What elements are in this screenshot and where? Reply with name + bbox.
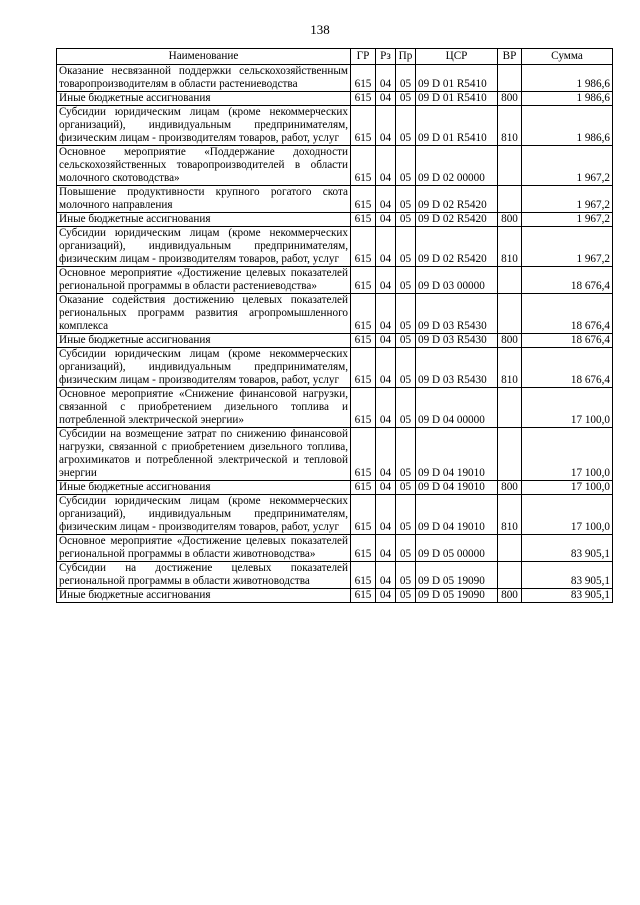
row-gr-cell: 615 xyxy=(351,481,376,495)
row-csr-cell: 09 D 05 19090 xyxy=(416,589,498,603)
row-csr-cell: 09 D 04 19010 xyxy=(416,428,498,481)
row-csr-cell: 09 D 03 R5430 xyxy=(416,294,498,334)
row-sum-cell: 1 986,6 xyxy=(522,65,613,92)
row-vr-cell: 800 xyxy=(498,334,522,348)
row-csr-cell: 09 D 03 R5430 xyxy=(416,334,498,348)
row-csr-cell: 09 D 02 R5420 xyxy=(416,213,498,227)
row-vr-cell: 810 xyxy=(498,106,522,146)
table-row xyxy=(57,294,613,334)
row-sum-cell: 1 967,2 xyxy=(522,186,613,213)
row-rz-cell: 04 xyxy=(376,267,396,294)
row-pr-cell: 05 xyxy=(396,294,416,334)
row-vr-cell xyxy=(498,428,522,481)
row-gr-cell: 615 xyxy=(351,65,376,92)
table-body xyxy=(57,65,613,603)
row-vr-cell xyxy=(498,267,522,294)
row-sum-cell: 18 676,4 xyxy=(522,294,613,334)
table-row xyxy=(57,589,613,603)
row-csr-cell: 09 D 04 19010 xyxy=(416,481,498,495)
row-rz-cell: 04 xyxy=(376,495,396,535)
row-rz-cell: 04 xyxy=(376,589,396,603)
row-gr-cell: 615 xyxy=(351,589,376,603)
row-vr-cell: 810 xyxy=(498,495,522,535)
row-gr-cell: 615 xyxy=(351,562,376,589)
row-csr-cell: 09 D 05 19090 xyxy=(416,562,498,589)
row-name-cell: Субсидии на достижение целевых показателей региональной программы в области животноводства xyxy=(57,562,351,589)
row-rz-cell: 04 xyxy=(376,186,396,213)
row-pr-cell: 05 xyxy=(396,213,416,227)
table-row xyxy=(57,428,613,481)
row-rz-cell: 04 xyxy=(376,481,396,495)
row-csr-cell: 09 D 01 R5410 xyxy=(416,106,498,146)
row-rz-cell: 04 xyxy=(376,213,396,227)
row-sum-cell: 1 967,2 xyxy=(522,227,613,267)
table-row xyxy=(57,495,613,535)
row-name-cell: Субсидии юридическим лицам (кроме некоммерческих организаций), индивидуальным предпринимателям, физическим лицам - производителям товаров, работ, услуг xyxy=(57,348,351,388)
row-csr-cell: 09 D 05 00000 xyxy=(416,535,498,562)
row-name-cell: Иные бюджетные ассигнования xyxy=(57,92,351,106)
row-gr-cell: 615 xyxy=(351,92,376,106)
row-pr-cell: 05 xyxy=(396,562,416,589)
table-row xyxy=(57,186,613,213)
row-gr-cell: 615 xyxy=(351,227,376,267)
table-row xyxy=(57,348,613,388)
table-row xyxy=(57,334,613,348)
row-pr-cell: 05 xyxy=(396,428,416,481)
row-sum-cell: 83 905,1 xyxy=(522,535,613,562)
row-name-cell: Субсидии на возмещение затрат по снижению финансовой нагрузки, связанной с приобретением дизельного топлива, агрохимикатов и потребленной электрической и тепловой энергии xyxy=(57,428,351,481)
row-name-cell: Иные бюджетные ассигнования xyxy=(57,589,351,603)
row-name-cell: Оказание несвязанной поддержки сельскохозяйственным товаропроизводителям в области растениеводства xyxy=(57,65,351,92)
row-vr-cell xyxy=(498,294,522,334)
table-row xyxy=(57,562,613,589)
row-gr-cell: 615 xyxy=(351,348,376,388)
header-name: Наименование xyxy=(57,49,351,65)
row-name-cell: Основное мероприятие «Достижение целевых показателей региональной программы в области растениеводства» xyxy=(57,267,351,294)
table-row xyxy=(57,267,613,294)
row-vr-cell xyxy=(498,146,522,186)
table-row xyxy=(57,388,613,428)
row-pr-cell: 05 xyxy=(396,348,416,388)
row-sum-cell: 1 967,2 xyxy=(522,213,613,227)
row-rz-cell: 04 xyxy=(376,334,396,348)
row-pr-cell: 05 xyxy=(396,227,416,267)
row-csr-cell: 09 D 02 R5420 xyxy=(416,186,498,213)
row-sum-cell: 18 676,4 xyxy=(522,267,613,294)
table-row xyxy=(57,213,613,227)
row-name-cell: Повышение продуктивности крупного рогатого скота молочного направления xyxy=(57,186,351,213)
row-vr-cell xyxy=(498,562,522,589)
row-rz-cell: 04 xyxy=(376,294,396,334)
header-vr: ВР xyxy=(498,49,522,65)
row-sum-cell: 83 905,1 xyxy=(522,589,613,603)
row-sum-cell: 17 100,0 xyxy=(522,428,613,481)
table-row xyxy=(57,65,613,92)
row-rz-cell: 04 xyxy=(376,535,396,562)
table-row xyxy=(57,227,613,267)
row-vr-cell: 800 xyxy=(498,92,522,106)
row-sum-cell: 18 676,4 xyxy=(522,334,613,348)
row-rz-cell: 04 xyxy=(376,92,396,106)
table-row xyxy=(57,106,613,146)
row-name-cell: Субсидии юридическим лицам (кроме некоммерческих организаций), индивидуальным предпринимателям, физическим лицам - производителям товаров, работ, услуг xyxy=(57,495,351,535)
row-vr-cell xyxy=(498,535,522,562)
row-rz-cell: 04 xyxy=(376,428,396,481)
row-name-cell: Иные бюджетные ассигнования xyxy=(57,213,351,227)
row-sum-cell: 17 100,0 xyxy=(522,495,613,535)
row-gr-cell: 615 xyxy=(351,106,376,146)
row-sum-cell: 17 100,0 xyxy=(522,388,613,428)
row-pr-cell: 05 xyxy=(396,535,416,562)
row-pr-cell: 05 xyxy=(396,92,416,106)
row-gr-cell: 615 xyxy=(351,388,376,428)
row-rz-cell: 04 xyxy=(376,348,396,388)
row-name-cell: Субсидии юридическим лицам (кроме некоммерческих организаций), индивидуальным предпринимателям, физическим лицам - производителям товаров, работ, услуг xyxy=(57,227,351,267)
row-csr-cell: 09 D 04 00000 xyxy=(416,388,498,428)
row-vr-cell: 800 xyxy=(498,481,522,495)
row-csr-cell: 09 D 01 R5410 xyxy=(416,65,498,92)
row-vr-cell: 810 xyxy=(498,348,522,388)
row-name-cell: Основное мероприятие «Достижение целевых показателей региональной программы в области животноводства» xyxy=(57,535,351,562)
row-sum-cell: 18 676,4 xyxy=(522,348,613,388)
header-gr: ГР xyxy=(351,49,376,65)
row-gr-cell: 615 xyxy=(351,428,376,481)
row-pr-cell: 05 xyxy=(396,267,416,294)
row-vr-cell: 810 xyxy=(498,227,522,267)
row-pr-cell: 05 xyxy=(396,334,416,348)
row-rz-cell: 04 xyxy=(376,65,396,92)
row-sum-cell: 17 100,0 xyxy=(522,481,613,495)
row-rz-cell: 04 xyxy=(376,146,396,186)
row-pr-cell: 05 xyxy=(396,65,416,92)
row-vr-cell: 800 xyxy=(498,589,522,603)
row-rz-cell: 04 xyxy=(376,227,396,267)
row-rz-cell: 04 xyxy=(376,106,396,146)
table-row xyxy=(57,481,613,495)
row-gr-cell: 615 xyxy=(351,535,376,562)
row-csr-cell: 09 D 03 R5430 xyxy=(416,348,498,388)
table-row xyxy=(57,92,613,106)
row-gr-cell: 615 xyxy=(351,213,376,227)
row-gr-cell: 615 xyxy=(351,267,376,294)
row-csr-cell: 09 D 01 R5410 xyxy=(416,92,498,106)
row-vr-cell xyxy=(498,388,522,428)
row-vr-cell xyxy=(498,186,522,213)
row-pr-cell: 05 xyxy=(396,146,416,186)
table-row xyxy=(57,535,613,562)
row-gr-cell: 615 xyxy=(351,495,376,535)
row-sum-cell: 1 986,6 xyxy=(522,106,613,146)
table-row xyxy=(57,146,613,186)
row-sum-cell: 83 905,1 xyxy=(522,562,613,589)
row-pr-cell: 05 xyxy=(396,388,416,428)
row-gr-cell: 615 xyxy=(351,186,376,213)
row-rz-cell: 04 xyxy=(376,388,396,428)
row-csr-cell: 09 D 02 R5420 xyxy=(416,227,498,267)
row-gr-cell: 615 xyxy=(351,294,376,334)
page-number: 138 xyxy=(310,22,330,37)
row-pr-cell: 05 xyxy=(396,106,416,146)
row-sum-cell: 1 986,6 xyxy=(522,92,613,106)
row-csr-cell: 09 D 04 19010 xyxy=(416,495,498,535)
row-pr-cell: 05 xyxy=(396,589,416,603)
row-vr-cell xyxy=(498,65,522,92)
row-pr-cell: 05 xyxy=(396,186,416,213)
row-csr-cell: 09 D 02 00000 xyxy=(416,146,498,186)
row-sum-cell: 1 967,2 xyxy=(522,146,613,186)
row-pr-cell: 05 xyxy=(396,481,416,495)
row-name-cell: Оказание содействия достижению целевых показателей региональных программ развития агропромышленного комплекса xyxy=(57,294,351,334)
row-name-cell: Иные бюджетные ассигнования xyxy=(57,481,351,495)
header-sum: Сумма xyxy=(522,49,613,65)
row-csr-cell: 09 D 03 00000 xyxy=(416,267,498,294)
header-csr: ЦСР xyxy=(416,49,498,65)
row-name-cell: Иные бюджетные ассигнования xyxy=(57,334,351,348)
header-pr: Пр xyxy=(396,49,416,65)
row-vr-cell: 800 xyxy=(498,213,522,227)
row-gr-cell: 615 xyxy=(351,334,376,348)
row-name-cell: Основное мероприятие «Снижение финансовой нагрузки, связанной с приобретением дизельного топлива и потребленной электрической энергии» xyxy=(57,388,351,428)
row-gr-cell: 615 xyxy=(351,146,376,186)
header-rz: Рз xyxy=(376,49,396,65)
row-name-cell: Основное мероприятие «Поддержание доходности сельскохозяйственных товаропроизводителей в области молочного скотоводства» xyxy=(57,146,351,186)
row-pr-cell: 05 xyxy=(396,495,416,535)
row-rz-cell: 04 xyxy=(376,562,396,589)
budget-table xyxy=(56,48,613,603)
table-header-row xyxy=(57,49,613,65)
row-name-cell: Субсидии юридическим лицам (кроме некоммерческих организаций), индивидуальным предпринимателям, физическим лицам - производителям товаров, работ, услуг xyxy=(57,106,351,146)
